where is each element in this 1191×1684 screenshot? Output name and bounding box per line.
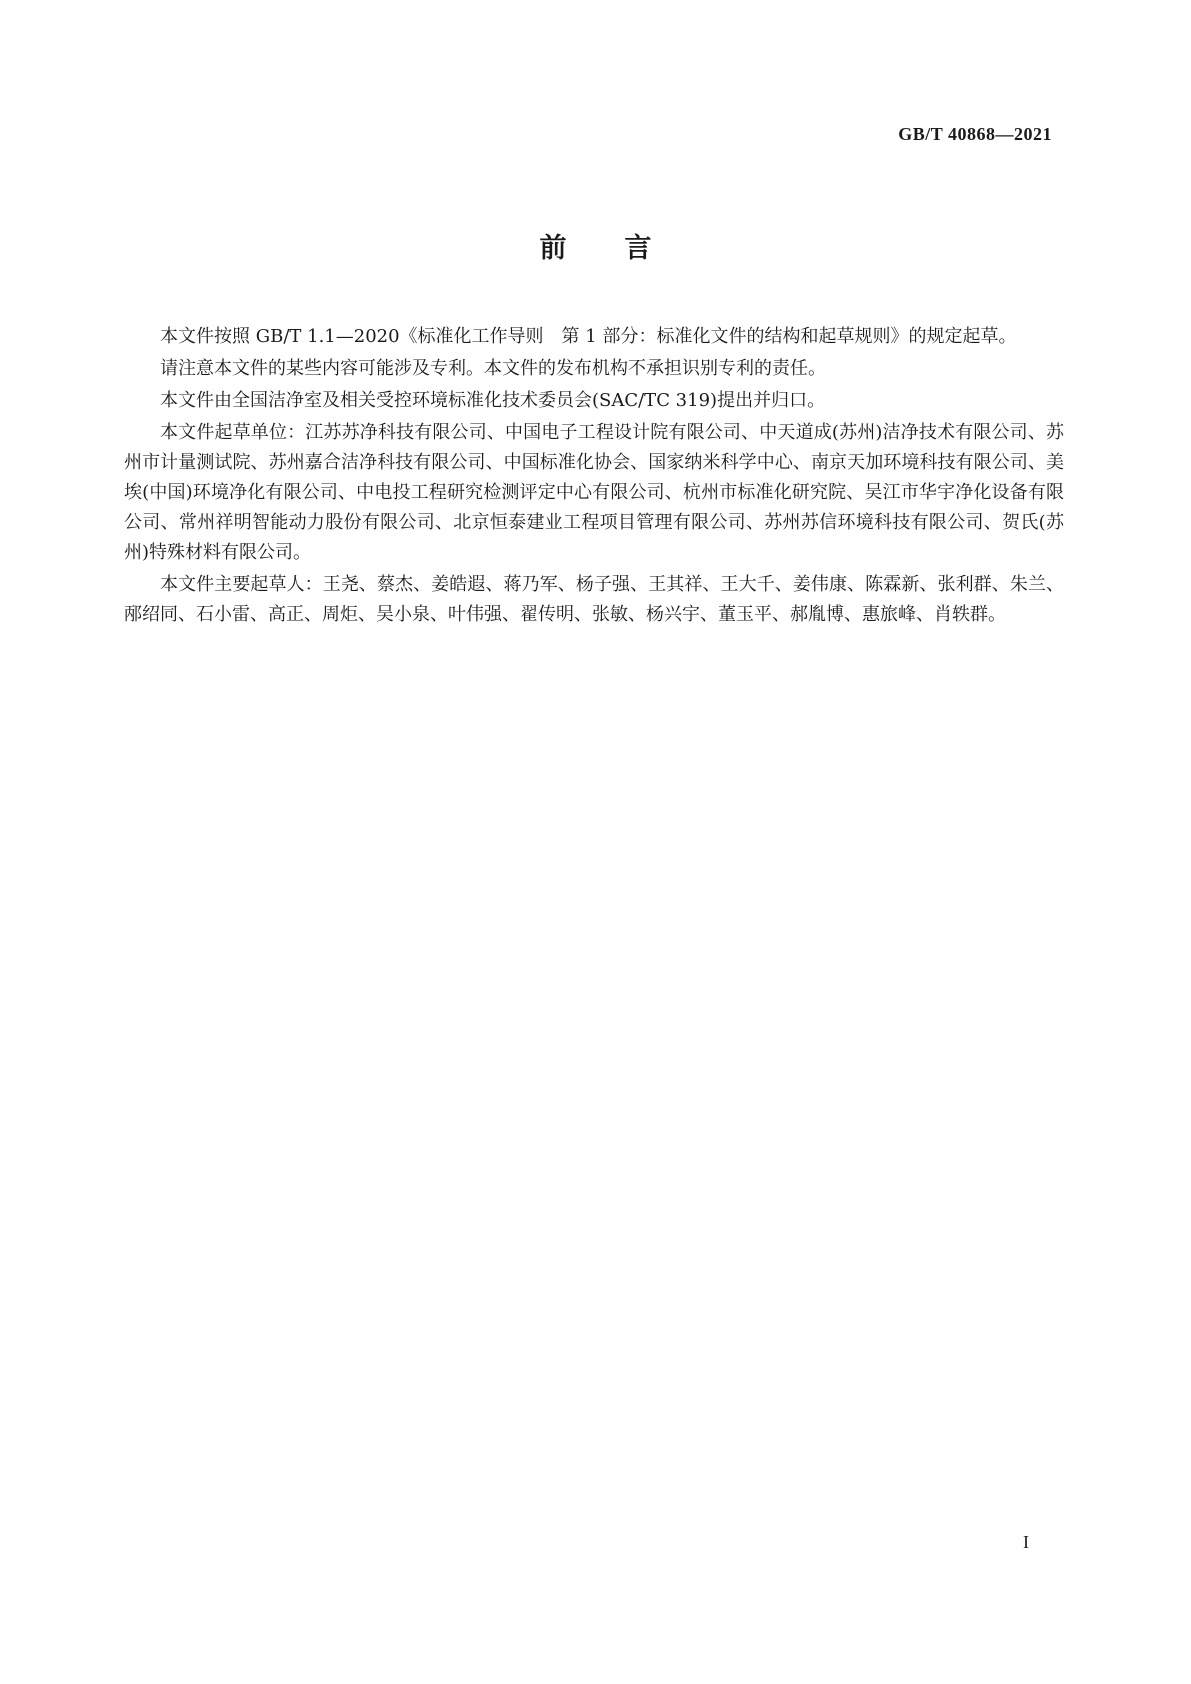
paragraph-drafting-rules: 本文件按照 GB/T 1.1—2020《标准化工作导则 第 1 部分：标准化文件的结构和起草规则》的规定起草。	[160, 326, 1017, 347]
paragraph-drafting-units: 本文件起草单位：江苏苏净科技有限公司、中国电子工程设计院有限公司、中天道成(苏州)洁净技术有限公司、苏州市计量测试院、苏州嘉合洁净科技有限公司、中国标准化协会、国家纳米科学中心、南京天加环境科技有限公司、美埃(中国)环境净化有限公司、中电投工程研究检测评定中心有限公司、杭州市标准化研究院、吴江市华宇净化设备有限公司、常州祥明智能动力股份有限公司、北京恒泰建业工程项目管理有限公司、苏州苏信环境科技有限公司、贺氏(苏州)特殊材料有限公司。	[124, 422, 1064, 563]
page-title: 前言	[539, 233, 710, 264]
page-number: I	[1023, 1532, 1029, 1552]
paragraph-drafters: 本文件主要起草人：王尧、蔡杰、姜皓遐、蒋乃军、杨子强、王其祥、王大千、姜伟康、陈霖新、张利群、朱兰、邴绍同、石小雷、高正、周炬、吴小泉、叶伟强、翟传明、张敏、杨兴宇、董玉平、郝胤博、惠旅峰、肖轶群。	[124, 574, 1064, 625]
standard-code: GB/T 40868—2021	[898, 124, 1052, 144]
paragraph-patent-notice: 请注意本文件的某些内容可能涉及专利。本文件的发布机构不承担识别专利的责任。	[160, 358, 826, 379]
paragraph-proposer: 本文件由全国洁净室及相关受控环境标准化技术委员会(SAC/TC 319)提出并归口。	[160, 390, 826, 411]
document-body	[124, 322, 1064, 632]
